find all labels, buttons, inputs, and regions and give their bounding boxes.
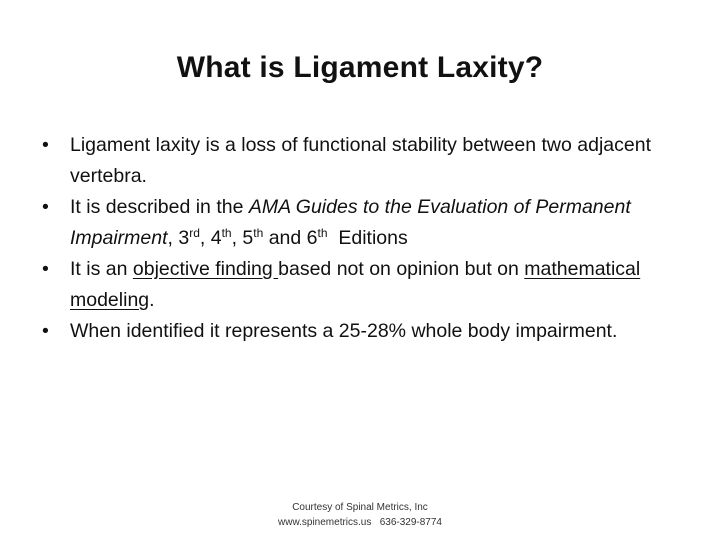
text-run: and 6: [263, 227, 318, 249]
ordinal-suffix: rd: [189, 226, 200, 240]
footer-contact: www.spinemetrics.us 636-329-8774: [278, 517, 442, 528]
bullet-text: Ligament laxity is a loss of functional stability between two adjacent vertebra.: [70, 134, 651, 187]
bullet-marker: •: [42, 320, 49, 342]
bullet-marker: •: [42, 196, 49, 218]
text-run: Editions: [327, 227, 408, 249]
bullet-item: [42, 130, 682, 192]
text-run: based not on opinion but on: [278, 258, 525, 280]
bullet-text: [70, 192, 682, 254]
underlined-text: mathematical modeling: [70, 258, 641, 311]
text-run: .: [149, 289, 155, 311]
book-title: AMA Guides to the Evaluation of Permanent Impairment: [70, 196, 631, 249]
bullet-text: When identified it represents a 25-28% whole body impairment.: [70, 320, 618, 342]
bullet-marker: •: [42, 258, 49, 280]
text-run: , 5: [231, 227, 254, 249]
text-run: , 3: [167, 227, 190, 249]
bullet-item: [42, 316, 682, 347]
slide-title: What is Ligament Laxity?: [176, 51, 544, 84]
ordinal-suffix: th: [253, 226, 264, 240]
text-run: It is an: [70, 258, 133, 280]
footer-credit: Courtesy of Spinal Metrics, Inc: [292, 502, 428, 513]
footer: [0, 500, 720, 530]
bullet-marker: •: [42, 134, 49, 156]
ordinal-suffix: th: [221, 226, 232, 240]
text-run: , 4: [199, 227, 222, 249]
bullet-list: [42, 130, 682, 347]
text-run: It is described in the: [70, 196, 249, 218]
ordinal-suffix: th: [317, 226, 328, 240]
bullet-item: [42, 254, 682, 316]
bullet-text: [70, 254, 682, 316]
bullet-item: [42, 192, 682, 254]
underlined-text: objective finding: [132, 258, 279, 280]
